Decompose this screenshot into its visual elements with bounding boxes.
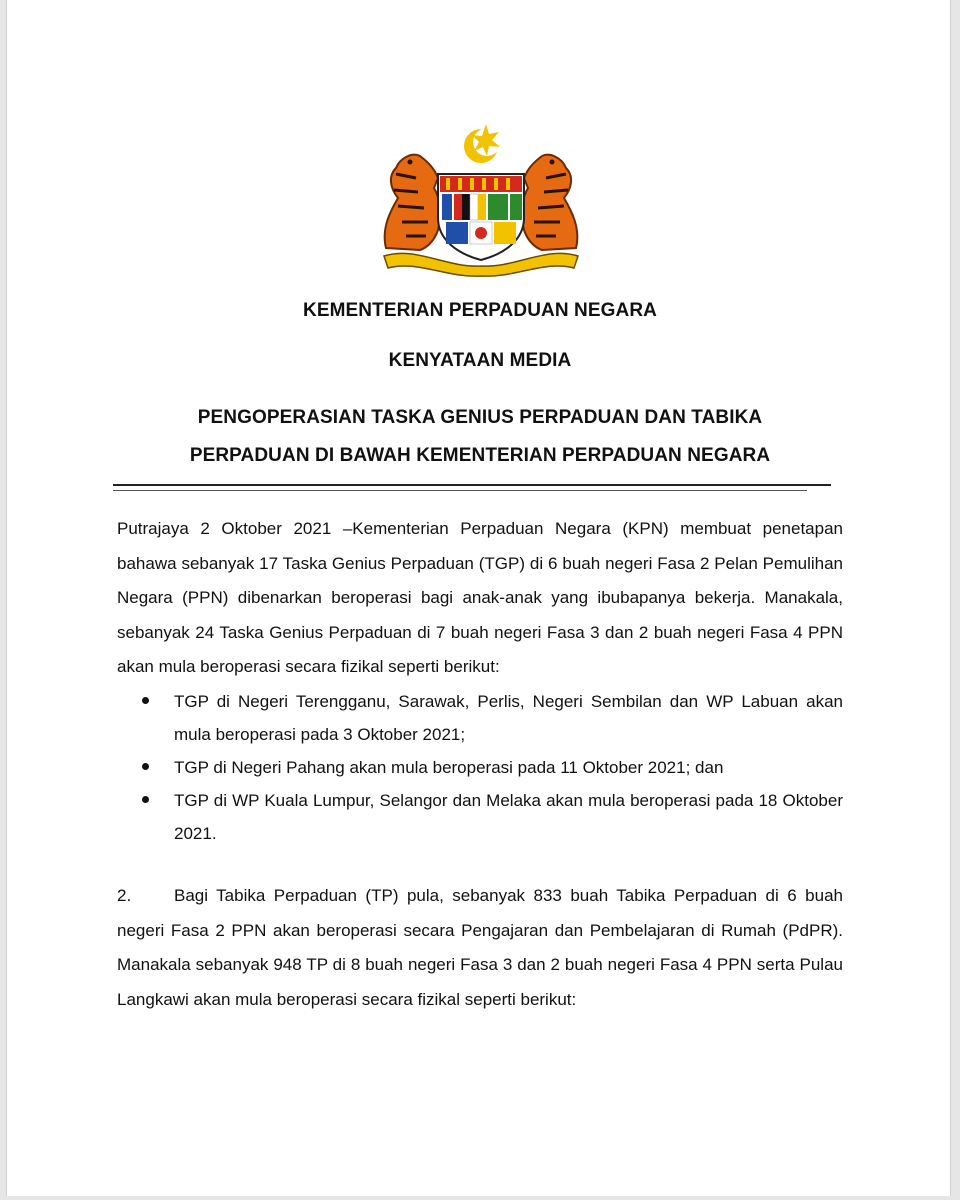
paragraph-number: 2.: [117, 886, 132, 905]
statement-type-heading: KENYATAAN MEDIA: [388, 350, 572, 371]
title-divider-thin: [113, 490, 807, 491]
bullet-icon: [142, 763, 149, 770]
list-item-text: TGP di Negeri Pahang akan mula beroperasi pada 11 Oktober 2021; dan: [174, 758, 724, 777]
press-release-title: [0, 399, 960, 475]
left-tiger-icon: [385, 155, 440, 250]
ministry-heading: KEMENTERIAN PERPADUAN NEGARA: [303, 300, 657, 321]
title-divider-thick: [113, 484, 831, 486]
list-item-text: TGP di WP Kuala Lumpur, Selangor dan Melaka akan mula beroperasi pada 18 Oktober 2021.: [174, 791, 843, 843]
list-item-text: TGP di Negeri Terengganu, Sarawak, Perlis, Negeri Sembilan dan WP Labuan akan mula beroperasi pada 3 Oktober 2021;: [174, 692, 843, 744]
paragraph-1: Putrajaya 2 Oktober 2021 –Kementerian Perpaduan Negara (KPN) membuat penetapan bahawa sebanyak 17 Taska Genius Perpaduan (TGP) di 6 buah negeri Fasa 2 Pelan Pemulihan Negara (PPN) dibenarkan beroperasi bagi anak-anak yang ibubapanya bekerja. Manakala, sebanyak 24 Taska Genius Perpaduan di 7 buah negeri Fasa 3 dan 2 buah negeri Fasa 4 PPN akan mula beroperasi secara fizikal seperti berikut:: [117, 519, 843, 676]
paragraph-2: [117, 879, 843, 1017]
list-item: [140, 685, 843, 751]
shield-icon: [438, 174, 524, 260]
title-line-2: PERPADUAN DI BAWAH KEMENTERIAN PERPADUAN NEGARA: [189, 445, 771, 466]
coat-of-arms-emblem: [376, 118, 586, 280]
crescent-star-icon: [464, 124, 501, 163]
title-line-1: PENGOPERASIAN TASKA GENIUS PERPADUAN DAN TABIKA: [197, 407, 763, 428]
bullet-icon: [142, 796, 149, 803]
bullet-list: [140, 685, 843, 850]
bullet-icon: [142, 697, 149, 704]
list-item: [140, 784, 843, 850]
paragraph-2-text: Bagi Tabika Perpaduan (TP) pula, sebanyak 833 buah Tabika Perpaduan di 6 buah negeri Fasa 2 PPN akan beroperasi secara Pengajaran dan Pembelajaran di Rumah (PdPR). Manakala sebanyak 948 TP di 8 buah negeri Fasa 3 dan 2 buah negeri Fasa 4 PPN serta Pulau Langkawi akan mula beroperasi secara fizikal seperti berikut:: [117, 886, 843, 1009]
right-tiger-icon: [522, 155, 577, 250]
list-item: [140, 751, 843, 784]
